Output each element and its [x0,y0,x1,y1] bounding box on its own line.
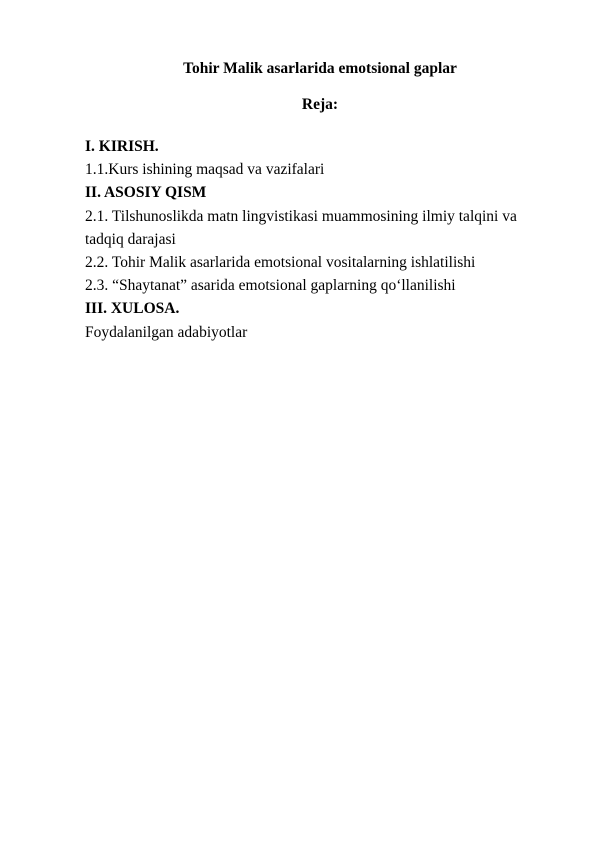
outline-section-main: II. ASOSIY QISM [85,184,207,202]
outline-item: 1.1.Kurs ishining maqsad va vazifalari [85,161,325,179]
outline-item-continuation: tadqiq darajasi [85,230,176,248]
plan-outline [85,135,525,344]
outline-item-references: Foydalanilgan adabiyotlar [85,323,248,341]
outline-section-intro: I. KIRISH. [85,138,159,155]
document-title: Tohir Malik asarlarida emotsional gaplar [183,60,457,77]
outline-section-conclusion: III. XULOSA. [85,300,180,318]
outline-item: 2.3. “Shaytanat” asarida emotsional gaplarning qo‘llanilishi [85,277,456,295]
plan-heading: Reja: [301,96,339,113]
outline-item: 2.1. Tilshunoslikda matn lingvistikasi muammosining ilmiy talqini va [85,207,517,225]
outline-item: 2.2. Tohir Malik asarlarida emotsional vositalarning ishlatilishi [85,254,476,272]
